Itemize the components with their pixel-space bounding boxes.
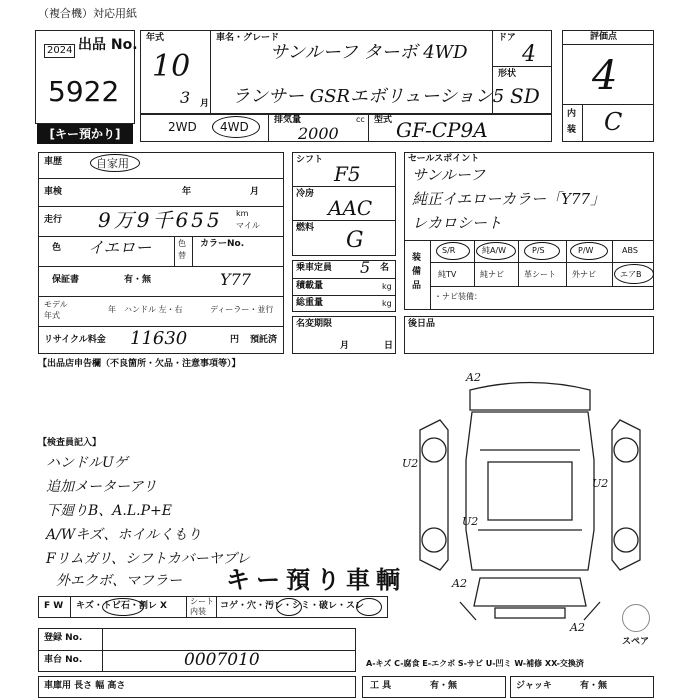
rating-score: 4 (592, 53, 618, 99)
rating-label: 評価点 (590, 32, 618, 42)
fw-items: キズ・トビ石・割レ X (76, 601, 167, 611)
displacement-value: 2000 (298, 124, 339, 143)
key-stamp: キー預り車輌 (226, 565, 406, 594)
riders-unit: 名 (380, 263, 390, 273)
interior-label-1: 内 (567, 109, 577, 119)
equip-tv: 純TV (438, 270, 457, 279)
lot-label: 出品 No. (78, 37, 138, 53)
color-value: イエロー (88, 238, 152, 257)
shape-value: SD (510, 84, 540, 108)
warranty-label: 保証書 (52, 275, 80, 285)
inspection-year-unit: 年 (182, 187, 192, 197)
sales-point-3: レカロシート (412, 214, 503, 232)
chassis-label: 車台 No. (44, 655, 83, 665)
equip-navi: 純ナビ (480, 270, 504, 279)
grade-text: サンルーフ ターボ 4WD (270, 42, 468, 63)
history-value: 自家用 (96, 157, 129, 170)
mileage-value: 9万9千655 (98, 208, 223, 232)
circle-pw (570, 242, 608, 260)
load-label: 積載量 (296, 281, 324, 291)
equipment-label-3: 品 (412, 281, 422, 291)
model-year-label-2: 年式 (44, 311, 60, 320)
inspector-label: 【検査員記入】 (38, 438, 102, 448)
equip-leather: 革シート (524, 270, 556, 279)
info-table (38, 152, 284, 354)
year-value: 10 (152, 49, 191, 84)
reg-label: 登録 No. (44, 633, 83, 643)
drive-4wd-circle (212, 116, 260, 138)
cc-unit: cc (356, 115, 365, 124)
exhibitor-notes-label: 【出品店申告欄（不良箇所・欠品・注意事項等）】 (38, 359, 241, 369)
name-change-month: 月 (340, 341, 350, 351)
type-value: GF-CP9A (396, 118, 488, 142)
mileage-label: 走行 (44, 215, 63, 225)
post-input-label: 後日品 (408, 319, 436, 329)
mark-u2-right: U2 (592, 477, 609, 490)
equip-aw: 純A/W (482, 246, 507, 255)
ac-label: 冷房 (296, 189, 315, 199)
color-no-value: Y77 (220, 270, 251, 289)
shift-label: シフト (296, 155, 324, 165)
car-diagram (400, 370, 660, 640)
circle-ps (524, 242, 560, 260)
navi-label: ・ナビ装備： (434, 292, 482, 301)
year-label: 年式 (146, 33, 165, 43)
gross-unit: kg (382, 299, 392, 308)
recycle-label: リサイクル料金 (44, 335, 106, 345)
circle-sure (356, 598, 382, 616)
mark-a2-front: A2 (466, 371, 481, 384)
equipment-label-1: 装 (412, 253, 422, 263)
type-label: 型式 (374, 115, 393, 125)
doors-value: 4 (522, 42, 536, 67)
key-deposit-badge: [キー預かり] (37, 124, 133, 144)
spare-tire-icon (622, 604, 650, 632)
circle-airbag (614, 264, 654, 284)
equip-sr: S/R (442, 246, 456, 255)
shift-value: F5 (334, 162, 361, 186)
equip-pw: P/W (578, 246, 594, 255)
doors-label: ドア (498, 33, 516, 43)
sales-point-2: 純正イエローカラー「Y77」 (412, 190, 606, 208)
equip-abs: ABS (622, 246, 638, 255)
ac-value: AAC (328, 196, 373, 220)
tool-label: 工 具 (370, 681, 392, 691)
gross-label: 総重量 (296, 298, 324, 308)
inspection-month-unit: 月 (250, 187, 260, 197)
jack-options: 有・無 (580, 681, 608, 691)
name-grade-label: 車名・グレード (216, 33, 280, 43)
warranty-options: 有・無 (124, 275, 152, 285)
jack-label: ジャッキ (516, 681, 552, 691)
recycle-unit: 円 (230, 335, 240, 345)
month-unit: 月 (200, 99, 210, 109)
inspector-note-1: ハンドルUゲ (46, 455, 128, 471)
mile-unit: マイル (236, 221, 260, 230)
history-label: 車歴 (44, 157, 63, 167)
lot-number: 5922 (48, 75, 120, 108)
top-header-text: （複合機）対応用紙 (38, 7, 137, 20)
sales-point-1: サンルーフ (412, 166, 486, 184)
mark-a2-rear: A2 (452, 577, 467, 590)
dealer-label: ディーラー・並行 (210, 305, 274, 314)
sales-points-label: セールスポイント (408, 154, 480, 164)
inspector-note-5: Fリムガリ、シフトカバーヤブレ (46, 551, 251, 567)
inspector-note-2: 追加メーターアリ (46, 479, 157, 495)
shape-label: 形状 (498, 69, 517, 79)
mark-u2-left: U2 (402, 457, 419, 470)
color-change-1: 色 (178, 239, 186, 248)
drive-row (140, 114, 552, 142)
post-input-box (404, 316, 654, 354)
inspection-label: 車検 (44, 187, 63, 197)
color-change-2: 替 (178, 251, 186, 260)
chassis-value: 0007010 (184, 650, 260, 670)
model-year-unit: 年 (108, 305, 116, 314)
handle-label: ハンドル 左・右 (124, 305, 183, 314)
model-year-label-1: モデル (44, 300, 68, 309)
year-tag: 2024 (44, 44, 75, 58)
drive-2wd: 2WD (168, 120, 197, 134)
mark-u2-center: U2 (462, 515, 479, 528)
seat-label-1: シート (190, 597, 214, 606)
inspector-note-6: 外エクボ、マフラー (56, 573, 182, 589)
km-unit: km (236, 209, 249, 218)
seat-items: コゲ・穴・汚レ・シミ・破レ・スレ (220, 601, 365, 611)
garage-size-label: 車庫用 長さ 幅 高さ (44, 681, 126, 691)
tool-options: 有・無 (430, 681, 458, 691)
name-change-day: 日 (384, 341, 394, 351)
spare-label: スペア (622, 637, 650, 647)
equip-ext-navi: 外ナビ (572, 270, 596, 279)
drive-4wd: 4WD (220, 120, 249, 134)
circle-sr (436, 242, 470, 260)
defect-legend: A-キズ C-腐食 E-エクボ S-サビ U-凹ミ W-補修 XX-交換済 (366, 659, 584, 668)
color-no-label: カラーNo. (200, 239, 245, 249)
interior-label-2: 装 (567, 125, 577, 135)
equip-airbag: エアB (620, 270, 642, 279)
circle-tobiishi (102, 598, 144, 616)
recycle-value: 11630 (130, 328, 188, 349)
fuel-value: G (346, 228, 364, 253)
circle-yogore (276, 598, 302, 616)
model-name-text: ランサー GSRエボリューション5 (232, 86, 505, 107)
fuel-label: 燃料 (296, 223, 315, 233)
displacement-label: 排気量 (274, 115, 302, 125)
fw-label: F W (44, 601, 64, 611)
seat-label-2: 内装 (190, 607, 206, 616)
name-change-label: 名変期限 (296, 319, 333, 329)
history-circle (90, 154, 140, 172)
month-value: 3 (180, 88, 191, 107)
riders-label: 乗車定員 (296, 263, 333, 273)
mark-a2-bottom: A2 (570, 621, 585, 634)
inspector-note-4: A/Wキズ、ホイルくもり (46, 527, 202, 543)
interior-value: C (604, 108, 623, 136)
circle-aw (476, 242, 516, 260)
load-unit: kg (382, 282, 392, 291)
equip-ps: P/S (532, 246, 545, 255)
recycle-status: 預託済 (250, 335, 278, 345)
equipment-label-2: 備 (412, 267, 422, 277)
inspector-note-3: 下廻りB、A.L.P+E (46, 503, 172, 519)
color-label: 色 (52, 243, 62, 253)
riders-value: 5 (360, 258, 371, 277)
